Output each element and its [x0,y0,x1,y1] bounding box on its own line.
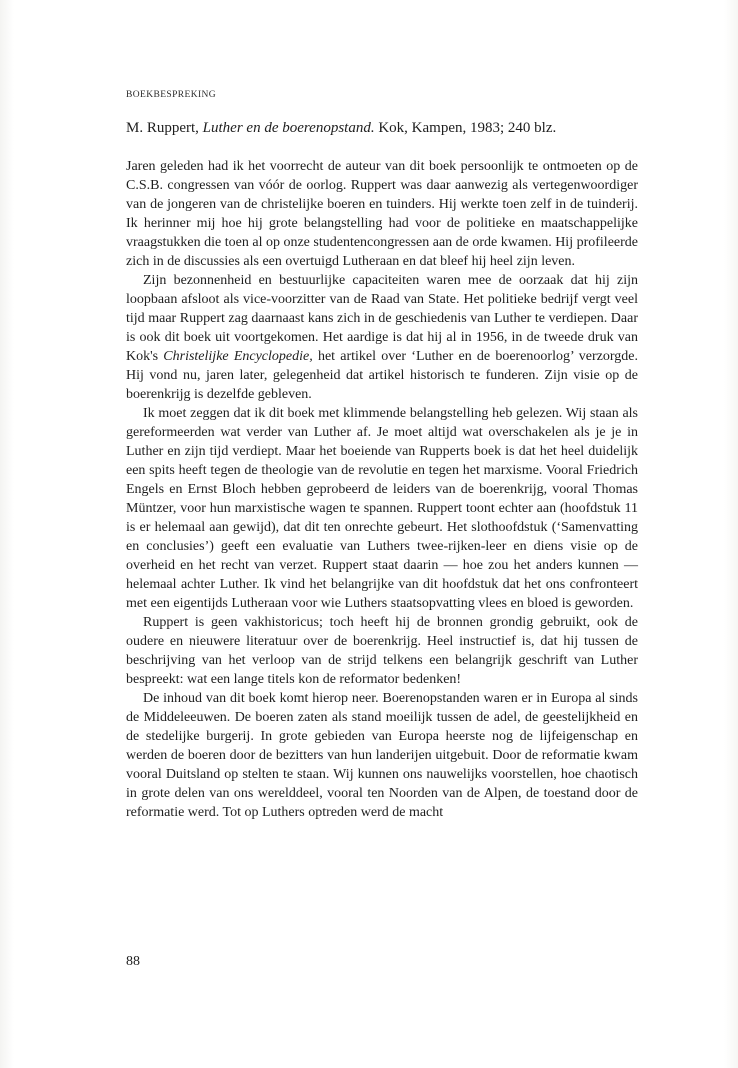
review-body [126,157,638,822]
paragraph-1: Jaren geleden had ik het voorrecht de auteur van dit boek persoonlijk te ontmoeten op de C.S.B. congressen van vóór de oorlog. Ruppert was daar aanwezig als vertegenwoordiger van de jongeren van de christelijke boeren en tuinders. Hij werkte toen zelf in de tuinderij. Ik herinner mij hoe hij grote belangstelling had voor de politieke en maatschappelijke vraagstukken die toen al op onze studentencongressen aan de orde kwamen. Hij profileerde zich in de discussies als een overtuigd Lutheraan en dat bleef hij heel zijn leven. [126,159,638,269]
citation-author: M. Ruppert, [126,120,199,136]
encyclopedia-title: Christelijke Encyclopedie, [163,349,313,364]
citation-title: Luther en de boerenopstand. [202,120,375,136]
paragraph-4: Ruppert is geen vakhistoricus; toch heeft hij de bronnen grondig gebruikt, ook de oudere en nieuwere literatuur over de boerenkrijg. Heel instructief is, dat hij tussen de beschrijving van het verloop van de strijd telkens een belangrijk geschrift van Luther bespreekt: wat een lange titels kon de reformator bedenken! [126,615,638,687]
paragraph-2: Zijn bezonnenheid en bestuurlijke capaciteiten waren mee de oorzaak dat hij zijn loopbaan afsloot als vice-voorzitter van de Raad van State. Het politieke bedrijf vergt veel tijd maar Ruppert zag daarnaast kans zich in de geschiedenis van Luther te verdiepen. Daar is ook dit boek uit voortgekomen. Het aardige is dat hij al in 1956, in de tweede druk van Kok's Christelijke Encyclopedie, het artikel over ‘Luther en de boerenoorlog’ verzorgde. Hij vond nu, jaren later, gelegenheid dat artikel historisch te funderen. Zijn visie op de boerenkrijg is dezelfde gebleven. [126,273,638,402]
paragraph-3: Ik moet zeggen dat ik dit boek met klimmende belangstelling heb gelezen. Wij staan als gereformeerden wat verder van Luther af. Je moet altijd wat overschakelen als je je in Luther en zijn tijd verdiept. Maar het boeiende van Rupperts boek is dat het heel duidelijk een spits heeft tegen de theologie van de revolutie en tegen het marxisme. Vooral Friedrich Engels en Ernst Bloch hebben geprobeerd de leiders van de boerenkrijg, vooral Thomas Müntzer, voor hun marxistische wagen te spannen. Ruppert toont echter aan (hoofdstuk 11 is er helemaal aan gewijd), dat dit ten onrechte gebeurt. Het slothoofdstuk (‘Samenvatting en conclusies’) geeft een evaluatie van Luthers twee-rijken-leer en diens visie op de overheid en het recht van verzet. Ruppert staat daarin — hoe zou het anders kunnen — helemaal achter Luther. Ik vind het belangrijke van dit hoofdstuk dat het ons confronteert met een eigentijds Lutheraan voor wie Luthers staatsopvatting vlees en bloed is geworden. [126,406,638,611]
citation-details: Kok, Kampen, 1983; 240 blz. [378,120,557,136]
paragraph-5: De inhoud van dit boek komt hierop neer. Boerenopstanden waren er in Europa al sinds de Middeleeuwen. De boeren zaten als stand moeilijk tussen de adel, de geestelijkheid en de stedelijke burgerij. In grote gebieden van Europa heerste nog de lijfeigenschap en werden de boeren door de bezitters van hun landerijen uitgebuit. Door de reformatie kwam vooral Duitsland op stelten te staan. Wij kunnen ons nauwelijks voorstellen, hoe chaotisch in grote delen van ons werelddeel, vooral ten Noorden van de Alpen, de toestand door de reformatie werd. Tot op Luthers optreden werd de macht [126,691,638,820]
running-head: BOEKBESPREKING [126,90,217,100]
book-citation [126,118,646,138]
page-number: 88 [126,954,140,969]
